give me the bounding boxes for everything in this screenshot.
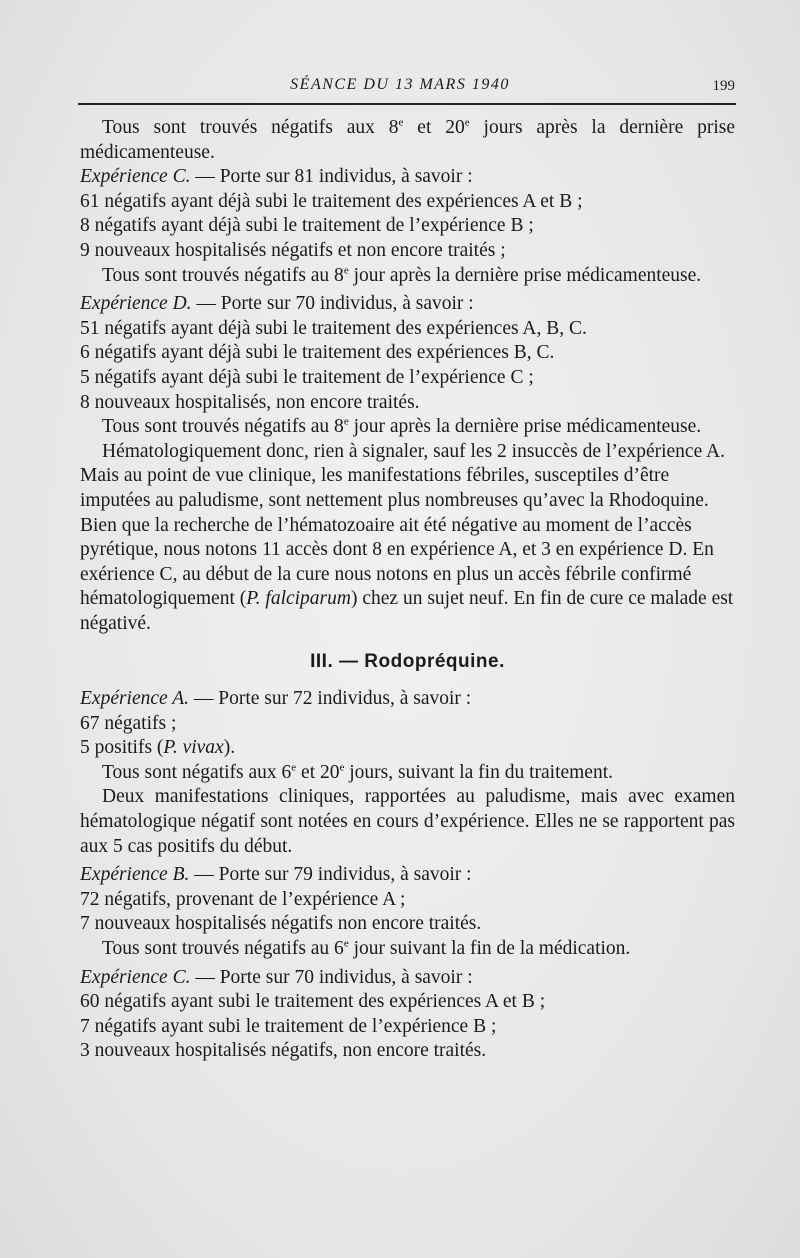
list-item: 67 négatifs ; xyxy=(80,712,177,734)
experience-d-title: Expérience D. xyxy=(80,293,192,315)
hematology-paragraph: Hématologiquement donc, rien à signaler, sauf les 2 insuccès de l’expérience A. Mais au point de vue clinique, les manifestations fébriles, susceptiles d’être imputées au paludisme, sont nettement plus nombreuses qu’avec la Rhodoquine. Bien que la recherche de l’hématozoaire ait été négative au moment de l’accès pyrétique, nous notons 11 accès dont 8 en expérience A, et 3 en expérience D. En exérience C, au début de la cure nous notons en plus un accès fébrile confirmé hématologiquement (P. falciparum) chez un sujet neuf. En fin de cure ce malade est négativé. xyxy=(80,440,734,634)
section3-experience-b-summary: Tous sont trouvés négatifs au 6e jour suivant la fin de la médication. xyxy=(102,937,631,959)
running-head: SÉANCE DU 13 MARS 1940 xyxy=(290,76,510,93)
list-item: 5 positifs (P. vivax). xyxy=(80,737,236,759)
section-title: III. — Rodopréquine. xyxy=(310,651,505,673)
section3-experience-c-heading: Expérience C. — Porte sur 70 individus, à savoir : xyxy=(80,966,473,988)
page-number: 199 xyxy=(712,78,735,94)
body-text xyxy=(80,116,735,1064)
experience-c-summary: Tous sont trouvés négatifs au 8e jour après la dernière prise médicamenteuse. xyxy=(102,264,702,286)
experience-c-title: Expérience C. xyxy=(80,166,191,188)
clinical-paragraph: Deux manifestations cliniques, rapportées au paludisme, mais avec examen hématologique négatif sont notées en cours d’expérience. Elles ne se rapportent pas aux 5 cas positifs du début. xyxy=(80,786,735,857)
list-item: 72 négatifs, provenant de l’expérience A ; xyxy=(80,888,406,910)
list-item: 7 négatifs ayant subi le traitement de l’expérience B ; xyxy=(80,1015,497,1037)
list-item: 6 négatifs ayant déjà subi le traitement des expériences B, C. xyxy=(80,342,555,364)
list-item: 9 nouveaux hospitalisés négatifs et non encore traités ; xyxy=(80,239,506,261)
paragraph-exp-b-result: Tous sont trouvés négatifs aux 8e et 20e jours après la dernière prise médicamenteuse. xyxy=(80,116,736,163)
list-item: 61 négatifs ayant déjà subi le traitement des expériences A et B ; xyxy=(80,190,583,212)
list-item: 5 négatifs ayant déjà subi le traitement de l’expérience C ; xyxy=(80,366,534,388)
experience-d-heading: Expérience D. — Porte sur 70 individus, à savoir : xyxy=(80,293,474,315)
section3-experience-a-summary: Tous sont négatifs aux 6e et 20e jours, suivant la fin du traitement. xyxy=(102,761,614,783)
list-item: 7 nouveaux hospitalisés négatifs non encore traités. xyxy=(80,913,482,935)
section3-experience-b-heading: Expérience B. — Porte sur 79 individus, à savoir : xyxy=(80,864,472,886)
page-header xyxy=(0,72,800,102)
header-rule xyxy=(78,103,736,105)
list-item: 60 négatifs ayant subi le traitement des expériences A et B ; xyxy=(80,991,546,1013)
section3-experience-b-title: Expérience B. xyxy=(80,864,190,886)
experience-d-summary: Tous sont trouvés négatifs au 8e jour après la dernière prise médicamenteuse. xyxy=(102,415,702,438)
list-item: 51 négatifs ayant déjà subi le traitement des expériences A, B, C. xyxy=(80,317,587,339)
list-item: 8 nouveaux hospitalisés, non encore traités. xyxy=(80,391,420,413)
list-item: 8 négatifs ayant déjà subi le traitement de l’expérience B ; xyxy=(80,215,534,237)
experience-c-heading: Expérience C. — Porte sur 81 individus, à savoir : xyxy=(80,166,473,188)
section3-experience-c-title: Expérience C. xyxy=(80,966,191,988)
section3-experience-a-title: Expérience A. xyxy=(80,688,190,710)
section3-experience-a-heading: Expérience A. — Porte sur 72 individus, à savoir : xyxy=(80,688,472,710)
list-item: 3 nouveaux hospitalisés négatifs, non encore traités. xyxy=(80,1040,487,1062)
